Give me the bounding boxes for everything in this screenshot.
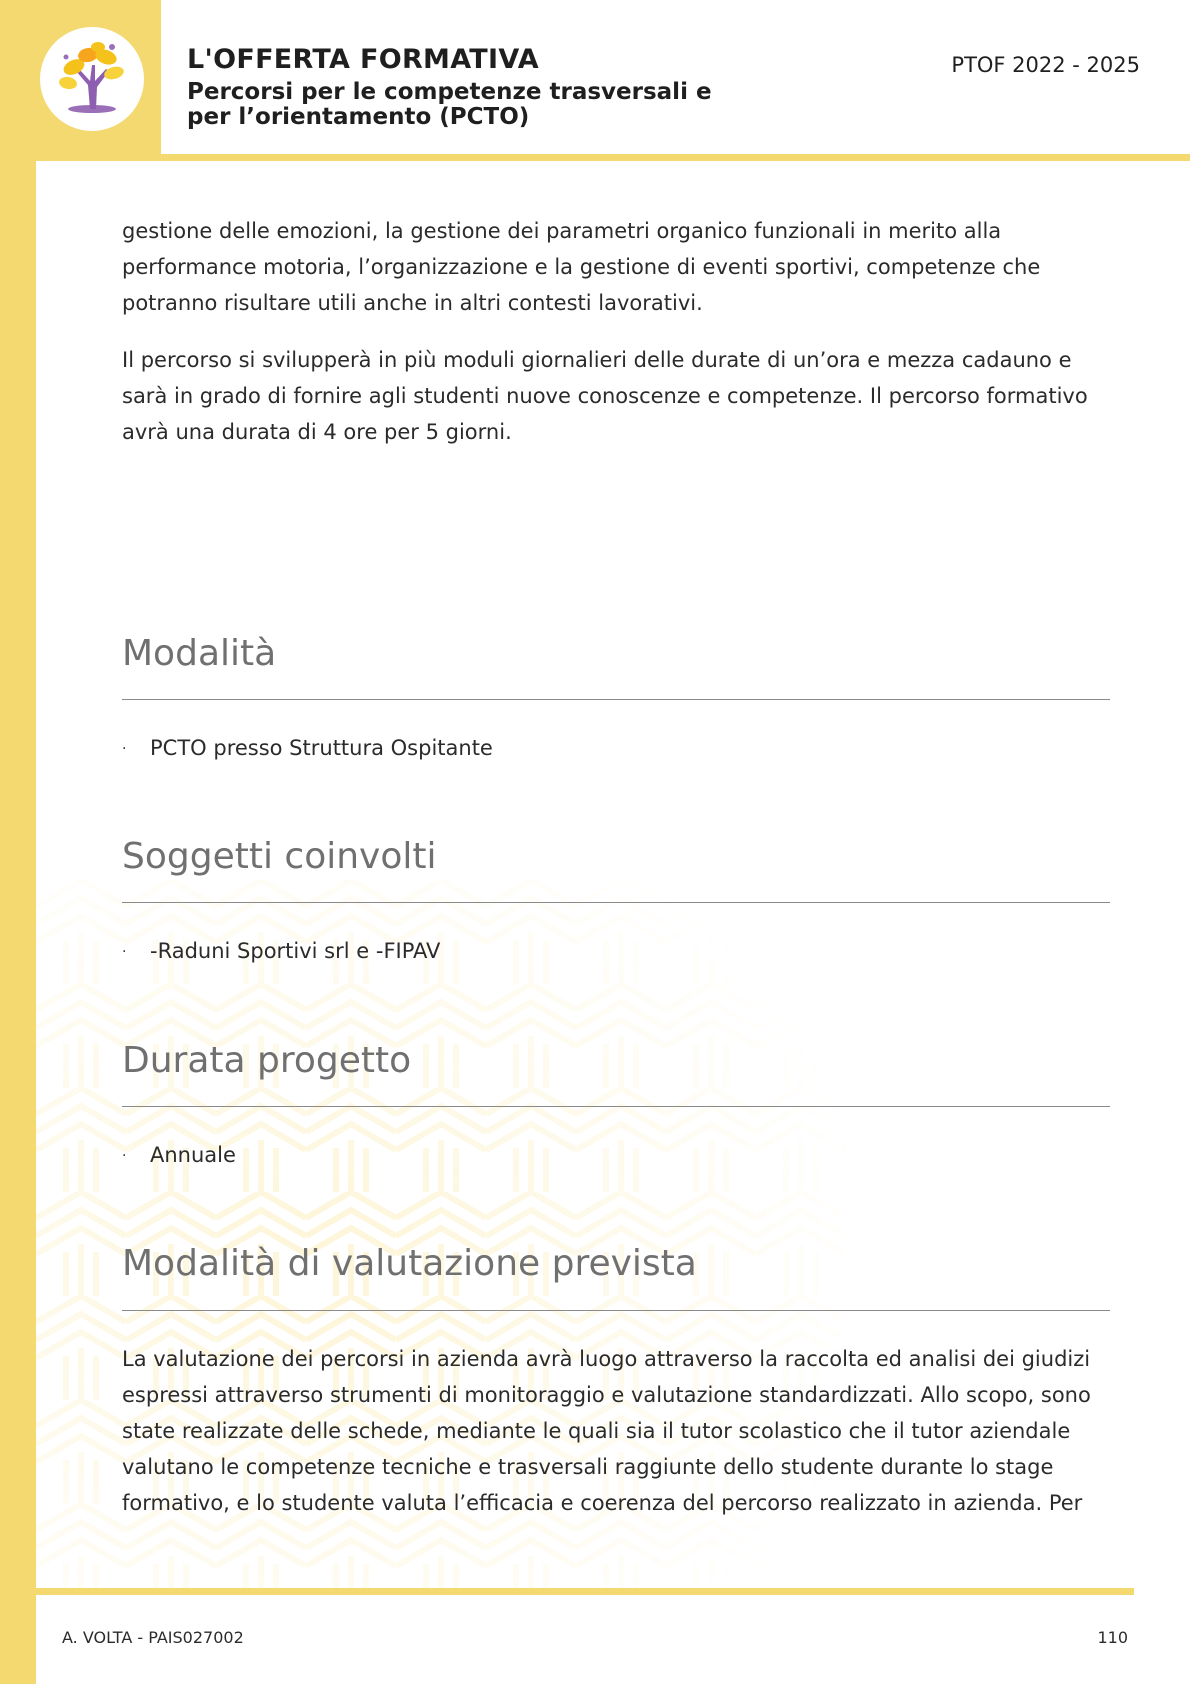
left-accent-band <box>0 0 36 1684</box>
section-divider <box>122 902 1110 903</box>
list-item <box>122 939 440 963</box>
edition-label: PTOF 2022 - 2025 <box>951 53 1140 77</box>
section-divider <box>122 699 1110 700</box>
body-paragraph: La valutazione dei percorsi in azienda avrà luogo attraverso la raccolta ed analisi dei giudizi espressi attraverso strumenti di monitoraggio e valutazione standardizzati. Allo scopo, sono state realizzate delle schede, mediante le quali sia il tutor scolastico che il tutor aziendale valutano le competenze tecniche e trasversali raggiunte dello studente durante lo stage formativo, e lo studente valuta l’efficacia e coerenza del percorso realizzato in azienda. Per <box>122 1347 1091 1515</box>
section-divider <box>122 1310 1110 1311</box>
bullet-icon: · <box>122 741 127 757</box>
bullet-icon: · <box>122 1148 127 1164</box>
section-title-modalita: Modalità <box>122 633 277 674</box>
bullet-icon: · <box>122 944 127 960</box>
page-title: L'OFFERTA FORMATIVA <box>187 44 539 75</box>
page-subtitle: Percorsi per le competenze trasversali e per l’orientamento (PCTO) <box>187 79 712 130</box>
tree-logo-icon <box>52 37 132 121</box>
list-item-text: -Raduni Sportivi srl e -FIPAV <box>150 939 441 963</box>
list-item-text: PCTO presso Struttura Ospitante <box>150 736 493 760</box>
list-item <box>122 736 493 760</box>
body-paragraph: Il percorso si svilupperà in più moduli giornalieri delle durate di un’ora e mezza cadauno e sarà in grado di fornire agli studenti nuove conoscenze e competenze. Il percorso formativo avrà una durata di 4 ore per 5 giorni. <box>122 348 1088 444</box>
footer-school: A. VOLTA - PAIS027002 <box>62 1628 244 1647</box>
header-divider <box>36 154 1190 161</box>
footer-divider <box>36 1588 1134 1595</box>
section-title-valutazione: Modalità di valutazione prevista <box>122 1243 697 1284</box>
section-title-soggetti: Soggetti coinvolti <box>122 836 437 877</box>
logo-block <box>0 0 161 160</box>
page-number: 110 <box>1097 1628 1128 1647</box>
section-divider <box>122 1106 1110 1107</box>
logo-badge <box>40 27 144 131</box>
list-item <box>122 1143 236 1167</box>
list-item-text: Annuale <box>150 1143 236 1167</box>
section-title-durata: Durata progetto <box>122 1040 412 1081</box>
body-paragraph: gestione delle emozioni, la gestione dei parametri organico funzionali in merito alla performance motoria, l’organizzazione e la gestione di eventi sportivi, competenze che potranno risultare utili anche in altri contesti lavorativi. <box>122 219 1041 315</box>
